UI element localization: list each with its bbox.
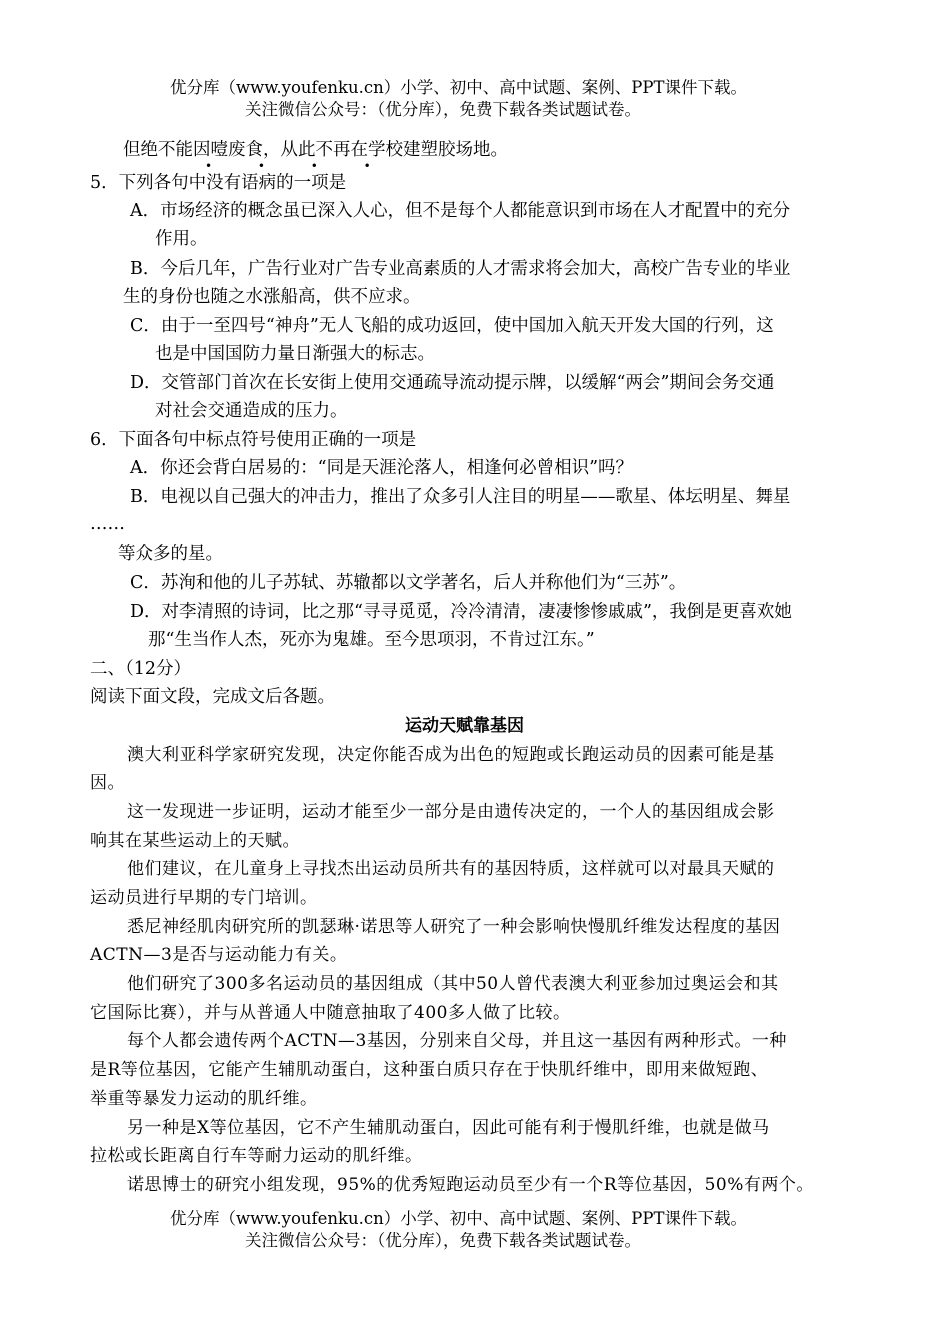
question-5-option-d: D．交管部门首次在长安街上使用交通疏导流动提示牌，以缓解“两会”期间会务交通 bbox=[130, 373, 775, 393]
question-5-option-b: B．今后几年，广告行业对广告专业高素质的人才需求将会加大，高校广告专业的毕业 bbox=[130, 259, 791, 279]
passage-p3: 他们建议，在儿童身上寻找杰出运动员所共有的基因特质，这样就可以对最具天赋的 bbox=[127, 859, 775, 879]
passage-p4-cont: ACTN—3是否与运动能力有关。 bbox=[90, 945, 348, 965]
passage-p6-cont-2: 举重等暴发力运动的肌纤维。 bbox=[90, 1089, 318, 1109]
question-5-stem: 5．下列各句中没有语病的一项是 bbox=[90, 173, 347, 193]
passage-p5-cont: 它国际比赛），并与从普通人中随意抽取了400多人做了比较。 bbox=[90, 1003, 571, 1023]
question-6-stem: 6．下面各句中标点符号使用正确的一项是 bbox=[90, 430, 417, 450]
passage-p1-cont: 因。 bbox=[90, 773, 125, 793]
passage-p7-cont: 拉松或长距离自行车等耐力运动的肌纤维。 bbox=[90, 1146, 423, 1166]
passage-p8: 诺思博士的研究小组发现，95%的优秀短跑运动员至少有一个R等位基因，50%有两个。 bbox=[127, 1175, 814, 1195]
question-5-option-c-cont: 也是中国国防力量日渐强大的标志。 bbox=[155, 344, 435, 364]
section-2-instruction: 阅读下面文段，完成文后各题。 bbox=[90, 687, 335, 707]
passage-p1: 澳大利亚科学家研究发现，决定你能否成为出色的短跑或长跑运动员的因素可能是基 bbox=[127, 745, 775, 765]
question-6-option-d: D．对李清照的诗词，比之那“寻寻觅觅，冷冷清清，凄凄惨惨戚戚”，我倒是更喜欢她 bbox=[130, 602, 792, 622]
passage-p2: 这一发现进一步证明，运动才能至少一部分是由遗传决定的，一个人的基因组成会影 bbox=[127, 802, 775, 822]
passage-title: 运动天赋靠基因 bbox=[405, 716, 524, 736]
passage-p3-cont: 运动员进行早期的专门培训。 bbox=[90, 888, 318, 908]
question-5-option-d-cont: 对社会交通造成的压力。 bbox=[155, 401, 348, 421]
question-5-option-c: C．由于一至四号“神舟”无人飞船的成功返回，使中国加入航天开发大国的行列，这 bbox=[130, 316, 774, 336]
question-4-tail: 但绝不能因噎废食，从此不再在学校建塑胶场地。 bbox=[123, 140, 508, 160]
passage-p5: 他们研究了300多名运动员的基因组成（其中50人曾代表澳大利亚参加过奥运会和其 bbox=[127, 974, 779, 994]
question-6-option-d-cont: 那“生当作人杰，死亦为鬼雄。至今思项羽，不肯过江东。” bbox=[148, 630, 595, 650]
question-5-option-a: A．市场经济的概念虽已深入人心，但不是每个人都能意识到市场在人才配置中的充分 bbox=[130, 201, 791, 221]
question-6-option-a: A．你还会背白居易的：“同是天涯沦落人，相逢何必曾相识”吗？ bbox=[130, 458, 634, 478]
question-5-option-b-cont: 生的身份也随之水涨船高，供不应求。 bbox=[123, 287, 421, 307]
passage-p2-cont: 响其在某些运动上的天赋。 bbox=[90, 831, 300, 851]
question-6-option-c: C．苏洵和他的儿子苏轼、苏辙都以文学著名，后人并称他们为“三苏”。 bbox=[130, 573, 687, 593]
header-line-2: 关注微信公众号：（优分库），免费下载各类试题试卷。 bbox=[245, 100, 641, 119]
question-6-option-b-cont: 等众多的星。 bbox=[118, 544, 223, 564]
passage-p6-cont-1: 是R等位基因，它能产生辅肌动蛋白，这种蛋白质只存在于快肌纤维中，即用来做短跑、 bbox=[90, 1060, 769, 1080]
section-2-heading: 二、（12分） bbox=[90, 659, 192, 679]
passage-p6: 每个人都会遗传两个ACTN—3基因，分别来自父母，并且这一基因有两种形式。一种 bbox=[127, 1031, 787, 1051]
question-6-option-b-ellipsis: …… bbox=[90, 514, 125, 534]
header-line-1: 优分库（www.youfenku.cn）小学、初中、高中试题、案例、PPT课件下载。 bbox=[170, 78, 747, 97]
question-6-option-b: B．电视以自己强大的冲击力，推出了众多引人注目的明星——歌星、体坛明星、舞星 bbox=[130, 487, 791, 507]
footer-line-1: 优分库（www.youfenku.cn）小学、初中、高中试题、案例、PPT课件下载。 bbox=[170, 1209, 747, 1228]
footer-line-2: 关注微信公众号：（优分库），免费下载各类试题试卷。 bbox=[245, 1231, 641, 1250]
question-5-option-a-cont: 作用。 bbox=[155, 229, 208, 249]
passage-p7: 另一种是X等位基因，它不产生辅肌动蛋白，因此可能有利于慢肌纤维，也就是做马 bbox=[127, 1118, 770, 1138]
passage-p4: 悉尼神经肌肉研究所的凯瑟琳·诺思等人研究了一种会影响快慢肌纤维发达程度的基因 bbox=[127, 917, 781, 937]
emphasis-dots: • • • • bbox=[205, 159, 392, 173]
